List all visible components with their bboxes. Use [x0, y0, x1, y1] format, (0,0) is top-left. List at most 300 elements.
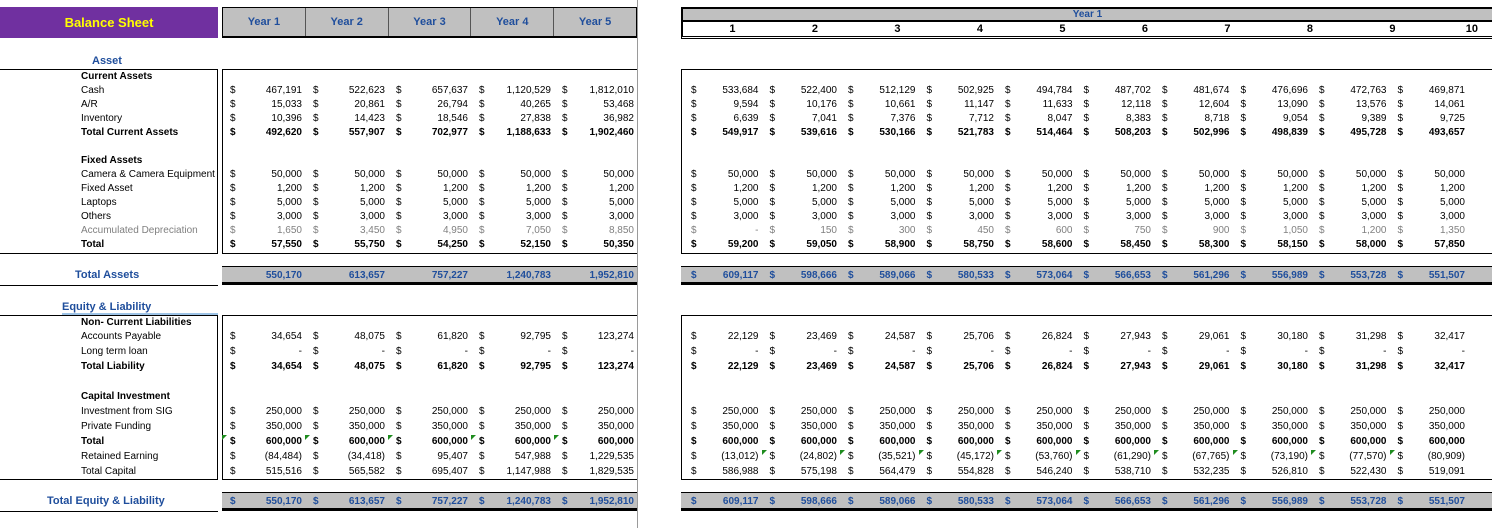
monthly-cell[interactable]: [683, 196, 762, 210]
monthly-cell[interactable]: [1233, 210, 1312, 224]
monthly-cell[interactable]: [1390, 196, 1469, 210]
monthly-cell[interactable]: [1233, 465, 1312, 479]
monthly-cell[interactable]: [1154, 126, 1233, 140]
monthly-cell[interactable]: [1390, 126, 1469, 140]
monthly-cell[interactable]: [1311, 405, 1390, 419]
monthly-cell[interactable]: [919, 405, 998, 419]
annual-cell[interactable]: [305, 330, 388, 344]
monthly-cell[interactable]: [1233, 435, 1312, 449]
monthly-cell[interactable]: [1154, 210, 1233, 224]
monthly-cell[interactable]: [919, 98, 998, 112]
monthly-cell[interactable]: [1390, 495, 1469, 509]
annual-cell[interactable]: [305, 238, 388, 252]
annual-cell[interactable]: [471, 84, 554, 98]
monthly-cell[interactable]: [1233, 112, 1312, 126]
monthly-cell[interactable]: [683, 210, 762, 224]
annual-cell[interactable]: [554, 450, 637, 464]
monthly-cell[interactable]: [1311, 435, 1390, 449]
monthly-cell[interactable]: [840, 168, 919, 182]
monthly-cell[interactable]: [683, 495, 762, 509]
annual-cell[interactable]: [305, 126, 388, 140]
annual-cell[interactable]: [388, 465, 471, 479]
monthly-cell[interactable]: [762, 360, 841, 374]
annual-cell[interactable]: [222, 168, 305, 182]
monthly-cell[interactable]: [1233, 330, 1312, 344]
monthly-cell[interactable]: [1154, 450, 1233, 464]
monthly-cell[interactable]: [1390, 450, 1469, 464]
monthly-cell[interactable]: [997, 420, 1076, 434]
annual-cell[interactable]: [388, 405, 471, 419]
monthly-cell[interactable]: [1154, 330, 1233, 344]
monthly-cell[interactable]: [1390, 269, 1469, 283]
monthly-cell[interactable]: [762, 84, 841, 98]
annual-cell[interactable]: [554, 168, 637, 182]
monthly-cell[interactable]: [840, 182, 919, 196]
monthly-cell[interactable]: [1233, 168, 1312, 182]
monthly-cell[interactable]: [1154, 196, 1233, 210]
monthly-cell[interactable]: [919, 196, 998, 210]
monthly-cell[interactable]: [1076, 360, 1155, 374]
monthly-cell[interactable]: [840, 495, 919, 509]
monthly-cell[interactable]: [762, 405, 841, 419]
monthly-cell[interactable]: [1076, 168, 1155, 182]
monthly-cell[interactable]: [1390, 182, 1469, 196]
monthly-cell[interactable]: [997, 345, 1076, 359]
monthly-cell[interactable]: [919, 420, 998, 434]
annual-cell[interactable]: [554, 84, 637, 98]
annual-cell[interactable]: [222, 405, 305, 419]
monthly-cell[interactable]: [1154, 224, 1233, 238]
annual-cell[interactable]: [388, 196, 471, 210]
monthly-cell[interactable]: [840, 126, 919, 140]
monthly-cell[interactable]: [1311, 465, 1390, 479]
monthly-cell[interactable]: [1311, 168, 1390, 182]
monthly-cell[interactable]: [762, 435, 841, 449]
monthly-cell[interactable]: [1076, 435, 1155, 449]
monthly-cell[interactable]: [1076, 196, 1155, 210]
monthly-cell[interactable]: [1233, 420, 1312, 434]
monthly-cell[interactable]: [840, 405, 919, 419]
monthly-cell[interactable]: [997, 465, 1076, 479]
annual-cell[interactable]: [388, 210, 471, 224]
annual-cell[interactable]: [305, 345, 388, 359]
monthly-cell[interactable]: [840, 210, 919, 224]
monthly-cell[interactable]: [840, 238, 919, 252]
annual-cell[interactable]: [471, 495, 554, 509]
annual-cell[interactable]: [388, 269, 471, 283]
monthly-cell[interactable]: [997, 495, 1076, 509]
month-header-1[interactable]: 1: [729, 23, 736, 35]
monthly-cell[interactable]: [1311, 495, 1390, 509]
monthly-cell[interactable]: [840, 224, 919, 238]
annual-cell[interactable]: [554, 210, 637, 224]
monthly-cell[interactable]: [683, 224, 762, 238]
annual-cell[interactable]: [222, 269, 305, 283]
annual-cell[interactable]: [388, 182, 471, 196]
monthly-cell[interactable]: [1233, 196, 1312, 210]
monthly-cell[interactable]: [1154, 168, 1233, 182]
monthly-cell[interactable]: [1233, 269, 1312, 283]
annual-cell[interactable]: [305, 112, 388, 126]
annual-cell[interactable]: [305, 405, 388, 419]
annual-cell[interactable]: [471, 224, 554, 238]
annual-cell[interactable]: [388, 345, 471, 359]
annual-cell[interactable]: [222, 495, 305, 509]
annual-cell[interactable]: [222, 84, 305, 98]
month-header-4[interactable]: 4: [976, 23, 983, 35]
annual-cell[interactable]: [388, 112, 471, 126]
monthly-cell[interactable]: [997, 168, 1076, 182]
annual-cell[interactable]: [471, 126, 554, 140]
monthly-cell[interactable]: [919, 126, 998, 140]
monthly-cell[interactable]: [1076, 98, 1155, 112]
monthly-cell[interactable]: [1233, 182, 1312, 196]
monthly-cell[interactable]: [1076, 465, 1155, 479]
annual-cell[interactable]: [305, 84, 388, 98]
annual-cell[interactable]: [388, 330, 471, 344]
monthly-cell[interactable]: [762, 210, 841, 224]
monthly-cell[interactable]: [1311, 196, 1390, 210]
monthly-cell[interactable]: [762, 98, 841, 112]
monthly-cell[interactable]: [997, 98, 1076, 112]
annual-cell[interactable]: [554, 224, 637, 238]
annual-cell[interactable]: [222, 238, 305, 252]
annual-cell[interactable]: [554, 360, 637, 374]
monthly-cell[interactable]: [683, 126, 762, 140]
annual-cell[interactable]: [388, 224, 471, 238]
monthly-cell[interactable]: [997, 405, 1076, 419]
month-header-6[interactable]: 6: [1141, 23, 1148, 35]
monthly-cell[interactable]: [1076, 210, 1155, 224]
monthly-cell[interactable]: [1076, 405, 1155, 419]
monthly-cell[interactable]: [1076, 238, 1155, 252]
annual-cell[interactable]: [554, 126, 637, 140]
annual-cell[interactable]: [554, 345, 637, 359]
monthly-cell[interactable]: [683, 345, 762, 359]
annual-cell[interactable]: [222, 360, 305, 374]
monthly-cell[interactable]: [1390, 345, 1469, 359]
monthly-cell[interactable]: [1076, 450, 1155, 464]
monthly-cell[interactable]: [840, 269, 919, 283]
monthly-cell[interactable]: [683, 435, 762, 449]
annual-cell[interactable]: [222, 182, 305, 196]
monthly-cell[interactable]: [1233, 126, 1312, 140]
monthly-cell[interactable]: [1311, 112, 1390, 126]
monthly-cell[interactable]: [1390, 360, 1469, 374]
year-header-2[interactable]: Year 2: [306, 8, 389, 36]
monthly-cell[interactable]: [919, 330, 998, 344]
month-header-5[interactable]: 5: [1059, 23, 1066, 35]
annual-cell[interactable]: [305, 450, 388, 464]
monthly-cell[interactable]: [997, 269, 1076, 283]
annual-cell[interactable]: [388, 495, 471, 509]
monthly-cell[interactable]: [762, 420, 841, 434]
monthly-cell[interactable]: [1076, 182, 1155, 196]
monthly-cell[interactable]: [919, 450, 998, 464]
monthly-cell[interactable]: [1154, 465, 1233, 479]
monthly-cell[interactable]: [840, 98, 919, 112]
annual-cell[interactable]: [305, 465, 388, 479]
monthly-cell[interactable]: [919, 345, 998, 359]
annual-cell[interactable]: [305, 98, 388, 112]
monthly-cell[interactable]: [1154, 495, 1233, 509]
annual-cell[interactable]: [554, 182, 637, 196]
year-header-4[interactable]: Year 4: [471, 8, 554, 36]
monthly-cell[interactable]: [1311, 238, 1390, 252]
monthly-cell[interactable]: [683, 450, 762, 464]
annual-cell[interactable]: [305, 269, 388, 283]
monthly-cell[interactable]: [919, 112, 998, 126]
monthly-cell[interactable]: [1390, 224, 1469, 238]
annual-cell[interactable]: [222, 98, 305, 112]
monthly-cell[interactable]: [1311, 182, 1390, 196]
annual-cell[interactable]: [305, 210, 388, 224]
year-header-5[interactable]: Year 5: [578, 16, 612, 28]
monthly-cell[interactable]: [1311, 126, 1390, 140]
monthly-cell[interactable]: [762, 450, 841, 464]
annual-cell[interactable]: [305, 168, 388, 182]
monthly-cell[interactable]: [1076, 345, 1155, 359]
monthly-cell[interactable]: [683, 84, 762, 98]
annual-cell[interactable]: [471, 196, 554, 210]
monthly-cell[interactable]: [1154, 420, 1233, 434]
annual-cell[interactable]: [554, 238, 637, 252]
monthly-cell[interactable]: [1311, 360, 1390, 374]
monthly-cell[interactable]: [683, 168, 762, 182]
monthly-cell[interactable]: [919, 224, 998, 238]
monthly-cell[interactable]: [997, 330, 1076, 344]
monthly-cell[interactable]: [1390, 168, 1469, 182]
monthly-cell[interactable]: [762, 330, 841, 344]
monthly-cell[interactable]: [1076, 84, 1155, 98]
monthly-cell[interactable]: [1311, 269, 1390, 283]
monthly-cell[interactable]: [997, 182, 1076, 196]
annual-cell[interactable]: [305, 224, 388, 238]
annual-cell[interactable]: [305, 435, 388, 449]
annual-cell[interactable]: [305, 495, 388, 509]
monthly-cell[interactable]: [840, 465, 919, 479]
monthly-cell[interactable]: [997, 224, 1076, 238]
annual-cell[interactable]: [222, 210, 305, 224]
year-header-1[interactable]: Year 1: [223, 8, 306, 36]
monthly-cell[interactable]: [997, 84, 1076, 98]
monthly-cell[interactable]: [1233, 238, 1312, 252]
annual-cell[interactable]: [222, 435, 305, 449]
month-header-9[interactable]: 9: [1389, 23, 1396, 35]
annual-cell[interactable]: [554, 465, 637, 479]
monthly-cell[interactable]: [1390, 98, 1469, 112]
monthly-cell[interactable]: [762, 168, 841, 182]
monthly-cell[interactable]: [1311, 210, 1390, 224]
monthly-cell[interactable]: [1154, 98, 1233, 112]
monthly-cell[interactable]: [683, 360, 762, 374]
monthly-cell[interactable]: [683, 405, 762, 419]
monthly-cell[interactable]: [1154, 238, 1233, 252]
monthly-cell[interactable]: [1076, 420, 1155, 434]
monthly-cell[interactable]: [1390, 465, 1469, 479]
monthly-cell[interactable]: [683, 465, 762, 479]
monthly-cell[interactable]: [683, 420, 762, 434]
monthly-cell[interactable]: [997, 450, 1076, 464]
annual-cell[interactable]: [554, 112, 637, 126]
monthly-cell[interactable]: [1154, 345, 1233, 359]
monthly-cell[interactable]: [997, 196, 1076, 210]
monthly-cell[interactable]: [1390, 435, 1469, 449]
annual-cell[interactable]: [388, 126, 471, 140]
month-header-10[interactable]: 10: [1465, 23, 1478, 35]
month-header-7[interactable]: 7: [1224, 23, 1231, 35]
annual-cell[interactable]: [471, 98, 554, 112]
monthly-cell[interactable]: [919, 210, 998, 224]
annual-cell[interactable]: [471, 269, 554, 283]
monthly-cell[interactable]: [1154, 269, 1233, 283]
annual-cell[interactable]: [471, 465, 554, 479]
monthly-cell[interactable]: [683, 182, 762, 196]
monthly-cell[interactable]: [997, 126, 1076, 140]
annual-cell[interactable]: [471, 405, 554, 419]
monthly-cell[interactable]: [683, 238, 762, 252]
annual-cell[interactable]: [222, 112, 305, 126]
monthly-cell[interactable]: [997, 360, 1076, 374]
monthly-cell[interactable]: [1390, 238, 1469, 252]
monthly-cell[interactable]: [683, 98, 762, 112]
pane-divider[interactable]: [637, 0, 638, 528]
annual-cell[interactable]: [388, 168, 471, 182]
annual-cell[interactable]: [388, 84, 471, 98]
annual-cell[interactable]: [222, 345, 305, 359]
monthly-cell[interactable]: [997, 210, 1076, 224]
annual-cell[interactable]: [305, 420, 388, 434]
monthly-cell[interactable]: [1154, 182, 1233, 196]
monthly-cell[interactable]: [840, 435, 919, 449]
monthly-cell[interactable]: [762, 238, 841, 252]
monthly-cell[interactable]: [919, 269, 998, 283]
monthly-cell[interactable]: [1233, 360, 1312, 374]
monthly-cell[interactable]: [1390, 84, 1469, 98]
monthly-cell[interactable]: [840, 420, 919, 434]
annual-cell[interactable]: [471, 435, 554, 449]
annual-cell[interactable]: [222, 224, 305, 238]
monthly-cell[interactable]: [840, 330, 919, 344]
monthly-cell[interactable]: [1233, 98, 1312, 112]
monthly-cell[interactable]: [1233, 84, 1312, 98]
monthly-cell[interactable]: [997, 238, 1076, 252]
monthly-cell[interactable]: [919, 168, 998, 182]
monthly-cell[interactable]: [1390, 405, 1469, 419]
monthly-cell[interactable]: [840, 360, 919, 374]
annual-cell[interactable]: [222, 330, 305, 344]
annual-cell[interactable]: [222, 450, 305, 464]
monthly-cell[interactable]: [762, 182, 841, 196]
annual-cell[interactable]: [222, 420, 305, 434]
monthly-cell[interactable]: [840, 345, 919, 359]
annual-cell[interactable]: [471, 112, 554, 126]
monthly-cell[interactable]: [1154, 435, 1233, 449]
monthly-cell[interactable]: [1390, 210, 1469, 224]
monthly-cell[interactable]: [683, 330, 762, 344]
annual-cell[interactable]: [471, 168, 554, 182]
monthly-cell[interactable]: [1076, 224, 1155, 238]
monthly-cell[interactable]: [762, 345, 841, 359]
annual-cell[interactable]: [305, 196, 388, 210]
annual-cell[interactable]: [554, 98, 637, 112]
annual-cell[interactable]: [554, 435, 637, 449]
monthly-cell[interactable]: [762, 224, 841, 238]
annual-cell[interactable]: [388, 360, 471, 374]
annual-cell[interactable]: [471, 345, 554, 359]
monthly-cell[interactable]: [1076, 495, 1155, 509]
monthly-cell[interactable]: [762, 465, 841, 479]
monthly-cell[interactable]: [840, 450, 919, 464]
annual-cell[interactable]: [471, 360, 554, 374]
annual-cell[interactable]: [471, 238, 554, 252]
monthly-cell[interactable]: [1390, 112, 1469, 126]
monthly-cell[interactable]: [919, 238, 998, 252]
annual-cell[interactable]: [554, 269, 637, 283]
monthly-cell[interactable]: [1233, 345, 1312, 359]
month-header-3[interactable]: 3: [894, 23, 901, 35]
monthly-cell[interactable]: [762, 126, 841, 140]
monthly-cell[interactable]: [919, 465, 998, 479]
annual-cell[interactable]: [471, 330, 554, 344]
monthly-cell[interactable]: [1390, 420, 1469, 434]
monthly-cell[interactable]: [762, 495, 841, 509]
monthly-cell[interactable]: [919, 495, 998, 509]
annual-cell[interactable]: [554, 405, 637, 419]
monthly-cell[interactable]: [1076, 330, 1155, 344]
monthly-cell[interactable]: [1154, 112, 1233, 126]
annual-cell[interactable]: [388, 420, 471, 434]
annual-cell[interactable]: [388, 238, 471, 252]
annual-cell[interactable]: [222, 465, 305, 479]
annual-cell[interactable]: [388, 98, 471, 112]
monthly-cell[interactable]: [919, 435, 998, 449]
monthly-cell[interactable]: [762, 269, 841, 283]
monthly-cell[interactable]: [683, 112, 762, 126]
monthly-cell[interactable]: [840, 196, 919, 210]
annual-cell[interactable]: [471, 450, 554, 464]
annual-cell[interactable]: [471, 182, 554, 196]
monthly-cell[interactable]: [919, 182, 998, 196]
monthly-cell[interactable]: [1154, 84, 1233, 98]
monthly-cell[interactable]: [997, 112, 1076, 126]
monthly-cell[interactable]: [1233, 495, 1312, 509]
annual-cell[interactable]: [305, 360, 388, 374]
monthly-cell[interactable]: [1154, 360, 1233, 374]
monthly-cell[interactable]: [683, 269, 762, 283]
monthly-cell[interactable]: [1154, 405, 1233, 419]
year-header-3[interactable]: Year 3: [389, 8, 472, 36]
monthly-cell[interactable]: [919, 84, 998, 98]
annual-cell[interactable]: [388, 435, 471, 449]
monthly-cell[interactable]: [1311, 330, 1390, 344]
monthly-cell[interactable]: [1311, 420, 1390, 434]
monthly-cell[interactable]: [1233, 405, 1312, 419]
monthly-cell[interactable]: [1311, 98, 1390, 112]
annual-cell[interactable]: [554, 330, 637, 344]
monthly-cell[interactable]: [1311, 84, 1390, 98]
annual-cell[interactable]: [554, 495, 637, 509]
annual-cell[interactable]: [305, 182, 388, 196]
monthly-cell[interactable]: [762, 196, 841, 210]
monthly-cell[interactable]: [1076, 126, 1155, 140]
month-header-2[interactable]: 2: [811, 23, 818, 35]
monthly-cell[interactable]: [762, 112, 841, 126]
monthly-cell[interactable]: [840, 84, 919, 98]
annual-cell[interactable]: [554, 196, 637, 210]
monthly-cell[interactable]: [840, 112, 919, 126]
annual-cell[interactable]: [554, 420, 637, 434]
